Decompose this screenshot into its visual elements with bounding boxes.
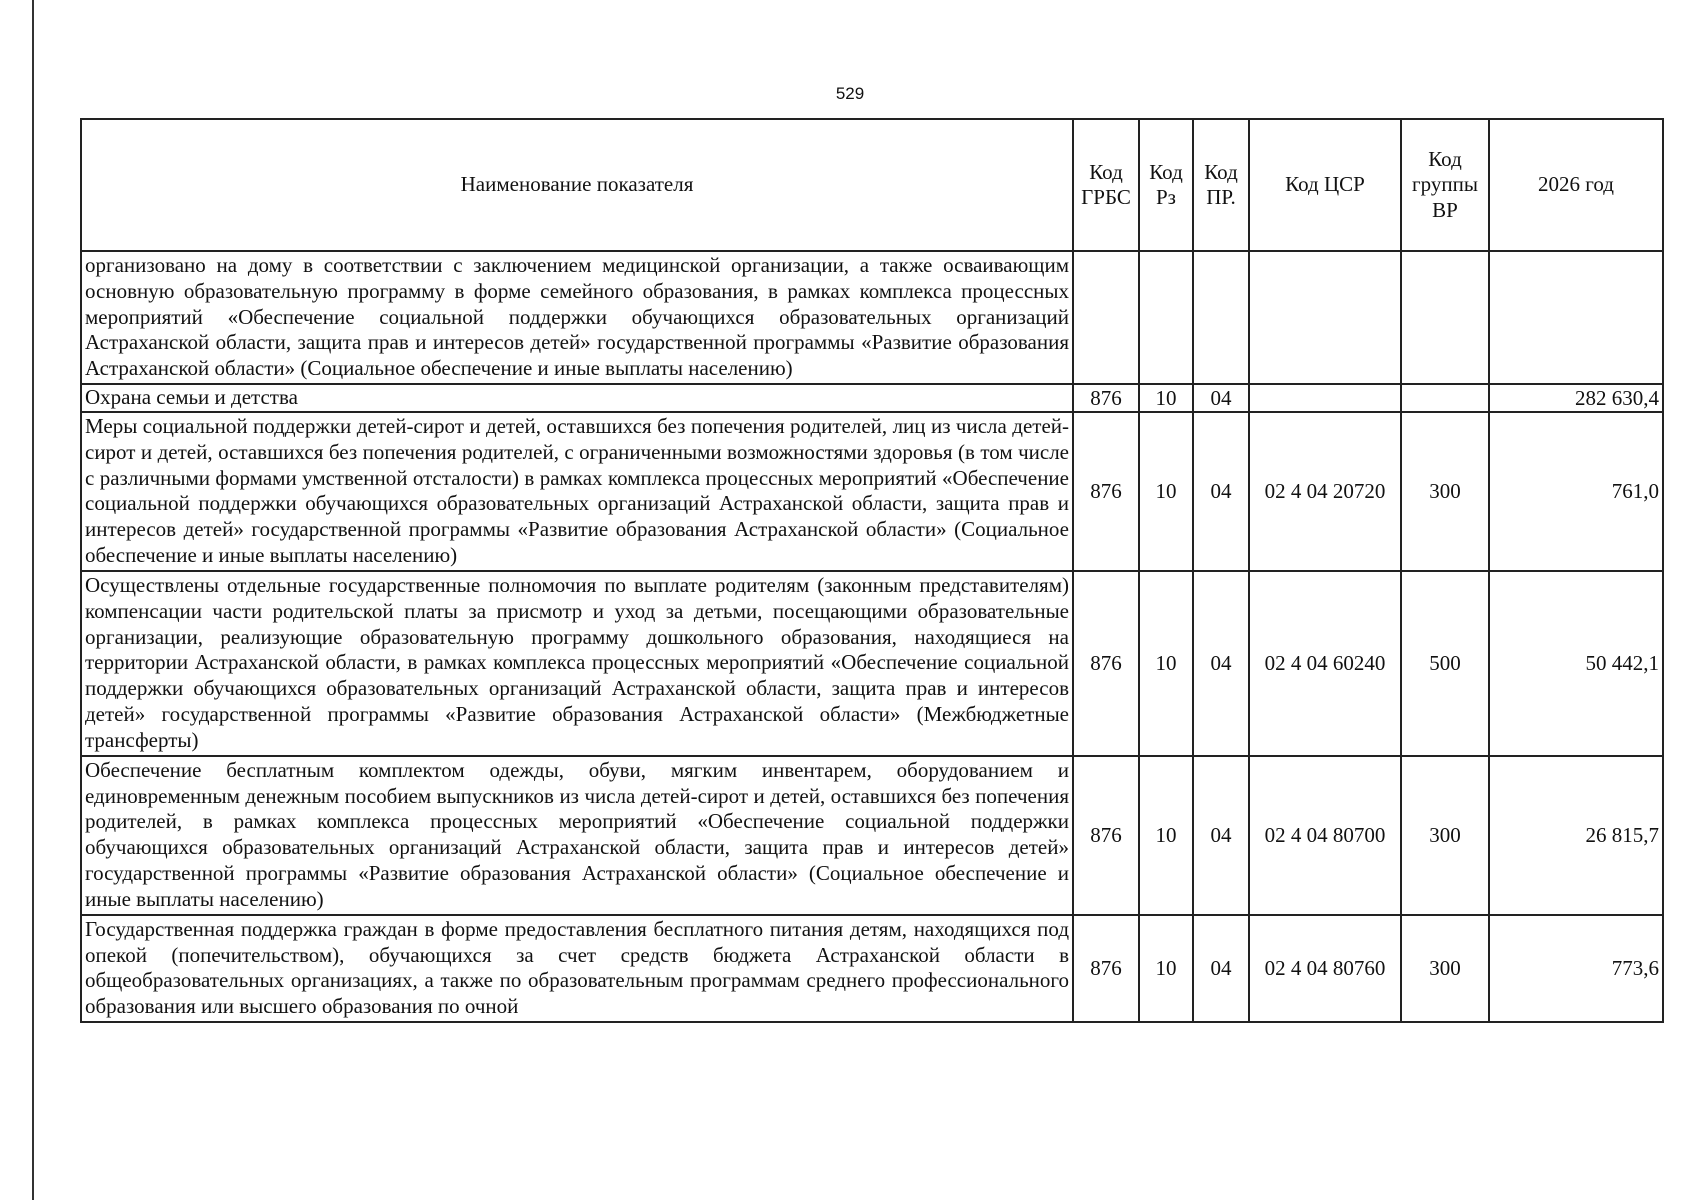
row-csr: 02 4 04 80760 <box>1249 915 1401 1022</box>
row-csr: 02 4 04 60240 <box>1249 571 1401 756</box>
row-vr: 300 <box>1401 756 1489 915</box>
row-rz: 10 <box>1139 915 1193 1022</box>
row-name: Государственная поддержка граждан в форме предоставления бесплатного питания детям, находящихся под опекой (попечительством), обучающихся за счет средств бюджета Астраханской области в общеобразовательных организациях, а также по образовательным программам среднего профессионального образования или высшего образования по очной <box>81 915 1073 1022</box>
row-csr: 02 4 04 80700 <box>1249 756 1401 915</box>
row-pr <box>1193 251 1249 384</box>
budget-table <box>80 118 1664 1023</box>
header-rz: Код Рз <box>1139 119 1193 251</box>
table-row <box>81 384 1663 412</box>
row-rz: 10 <box>1139 571 1193 756</box>
table-row <box>81 915 1663 1022</box>
row-pr: 04 <box>1193 756 1249 915</box>
row-grbs: 876 <box>1073 384 1139 412</box>
table-row <box>81 571 1663 756</box>
row-csr <box>1249 251 1401 384</box>
header-grbs: Код ГРБС <box>1073 119 1139 251</box>
row-rz: 10 <box>1139 384 1193 412</box>
row-pr: 04 <box>1193 412 1249 571</box>
row-grbs: 876 <box>1073 756 1139 915</box>
row-amount: 773,6 <box>1489 915 1663 1022</box>
table-header-row <box>81 119 1663 251</box>
header-pr: Код ПР. <box>1193 119 1249 251</box>
row-name: Охрана семьи и детства <box>81 384 1073 412</box>
row-name: Меры социальной поддержки детей-сирот и детей, оставшихся без попечения родителей, лиц из числа детей-сирот и детей, оставшихся без попечения родителей, с ограниченными возможностями здоровья (в том числе с различными формами умственной отсталости) в рамках комплекса процессных мероприятий «Обеспечение социальной поддержки обучающихся образовательных организаций Астраханской области, защита прав и интересов детей» государственной программы «Развитие образования Астраханской области» (Социальное обеспечение и иные выплаты населению) <box>81 412 1073 571</box>
table-row <box>81 756 1663 915</box>
row-name: Осуществлены отдельные государственные полномочия по выплате родителям (законным представителям) компенсации части родительской платы за присмотр и уход за детьми, посещающими образовательные организации, реализующие образовательную программу дошкольного образования, находящиеся на территории Астраханской области, в рамках комплекса процессных мероприятий «Обеспечение социальной поддержки обучающихся образовательных организаций Астраханской области, защита прав и интересов детей» государственной программы «Развитие образования Астраханской области» (Межбюджетные трансферты) <box>81 571 1073 756</box>
page-number: 529 <box>835 84 865 103</box>
row-pr: 04 <box>1193 571 1249 756</box>
row-amount <box>1489 251 1663 384</box>
page-left-rule <box>32 0 34 1200</box>
row-name: Обеспечение бесплатным комплектом одежды, обуви, мягким инвентарем, оборудованием и единовременным денежным пособием выпускников из числа детей-сирот и детей, оставшихся без попечения родителей, в рамках комплекса процессных мероприятий «Обеспечение социальной поддержки обучающихся образовательных организаций Астраханской области, защита прав и интересов детей» государственной программы «Развитие образования Астраханской области» (Социальное обеспечение и иные выплаты населению) <box>81 756 1073 915</box>
header-vr: Код группы ВР <box>1401 119 1489 251</box>
row-vr: 300 <box>1401 412 1489 571</box>
row-grbs: 876 <box>1073 571 1139 756</box>
row-rz <box>1139 251 1193 384</box>
row-grbs: 876 <box>1073 915 1139 1022</box>
row-amount: 50 442,1 <box>1489 571 1663 756</box>
row-name: организовано на дому в соответствии с заключением медицинской организации, а также осваивающим основную образовательную программу в форме семейного образования, в рамках комплекса процессных мероприятий «Обеспечение социальной поддержки обучающихся образовательных организаций Астраханской области, защита прав и интересов детей» государственной программы «Развитие образования Астраханской области» (Социальное обеспечение и иные выплаты населению) <box>81 251 1073 384</box>
row-grbs: 876 <box>1073 412 1139 571</box>
row-rz: 10 <box>1139 756 1193 915</box>
row-grbs <box>1073 251 1139 384</box>
table-row <box>81 412 1663 571</box>
row-pr: 04 <box>1193 384 1249 412</box>
header-name: Наименование показателя <box>81 119 1073 251</box>
table-row <box>81 251 1663 384</box>
row-vr <box>1401 384 1489 412</box>
row-amount: 26 815,7 <box>1489 756 1663 915</box>
row-vr <box>1401 251 1489 384</box>
header-year: 2026 год <box>1489 119 1663 251</box>
row-vr: 300 <box>1401 915 1489 1022</box>
row-csr: 02 4 04 20720 <box>1249 412 1401 571</box>
row-rz: 10 <box>1139 412 1193 571</box>
row-pr: 04 <box>1193 915 1249 1022</box>
header-csr: Код ЦСР <box>1249 119 1401 251</box>
row-vr: 500 <box>1401 571 1489 756</box>
row-csr <box>1249 384 1401 412</box>
row-amount: 761,0 <box>1489 412 1663 571</box>
row-amount: 282 630,4 <box>1489 384 1663 412</box>
